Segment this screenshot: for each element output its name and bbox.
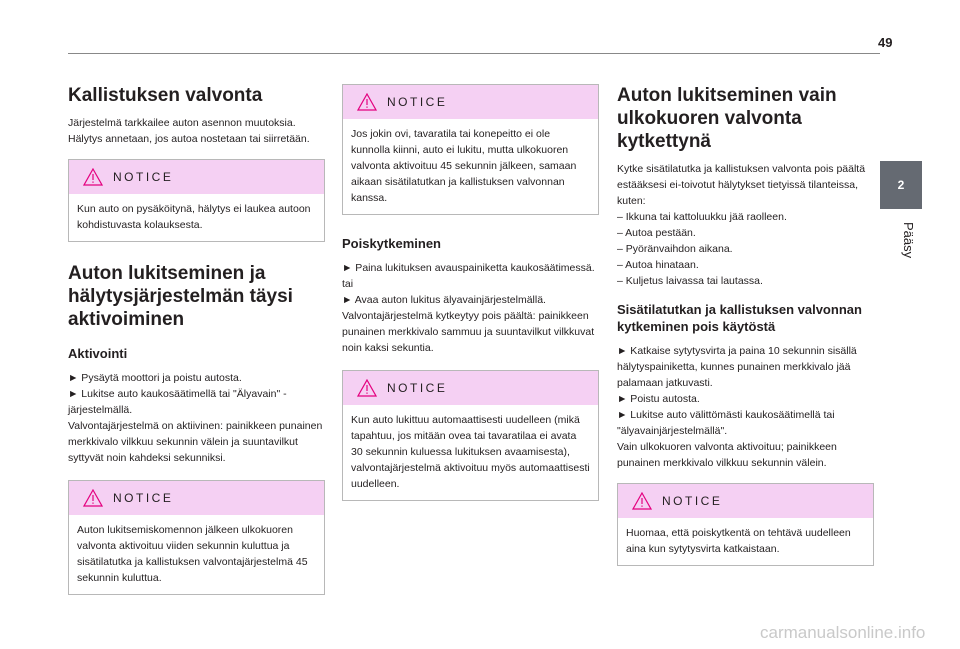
notice-title: NOTICE [387, 381, 448, 395]
notice-box [617, 483, 874, 566]
column-3 [617, 84, 874, 566]
notice-box [68, 159, 325, 242]
deactivation-steps: ► Paina lukituksen avauspainiketta kaukosäätimessä. tai ► Avaa auton lukitus älyavainjärjestelmällä. Valvontajärjestelmä kytkeytyy pois päältä: painikkeen punainen merkkivalo sammuu ja suuntavilkut vilkkuvat noin kaksi sekuntia. [342, 262, 595, 354]
notice-box [68, 480, 325, 595]
exterior-only-description: Kytke sisätilatutka ja kallistuksen valvonta pois päältä estääksesi ei-toivotut hälytykset tietyissä tilanteissa, kuten: – Ikkuna tai kattoluukku jää raolleen. – Autoa pestään. – Pyöränvaihdon aikana. – Autoa hinataan. – Kuljetus laivassa tai lautassa. [617, 163, 866, 287]
notice-title: NOTICE [113, 491, 174, 505]
column-2 [342, 84, 599, 501]
warning-triangle-icon [83, 489, 103, 507]
notice-title: NOTICE [113, 170, 174, 184]
watermark: carmanualsonline.info [760, 623, 926, 642]
page-number: 49 [878, 35, 893, 50]
subheading-activation: Aktivointi [68, 346, 128, 361]
notice-text: Kun auto on pysäköitynä, hälytys ei laukea autoon kohdistuvasta kolauksesta. [77, 203, 311, 231]
notice-title: NOTICE [662, 494, 723, 508]
notice-header [343, 371, 598, 405]
notice-header [343, 85, 598, 119]
tilt-description: Järjestelmä tarkkailee auton asennon muutoksia. Hälytys annetaan, jos autoa nostetaan tai siirretään. [68, 117, 310, 145]
disable-interior-steps: ► Katkaise sytytysvirta ja paina 10 sekunnin sisällä hälytyspainiketta, kunnes punainen merkkivalo jää palamaan jatkuvasti. ► Poistu autosta. ► Lukitse auto välittömästi kaukosäätimellä tai "älyavainjärjestelmällä". Vain ulkokuoren valvonta aktivoituu; painikkeen punainen merkkivalo vilkkuu sekunnin välein. [617, 345, 857, 469]
notice-box [342, 84, 599, 215]
notice-text: Kun auto lukittuu automaattisesti uudelleen (mikä tapahtuu, jos mitään ovea tai tavaratilaa ei avata 30 sekunnin kuluessa lukituksen avaamisesta), valvontajärjestelmä aktivoituu myös automaattisesti uudelleen. [351, 414, 590, 490]
warning-triangle-icon [357, 379, 377, 397]
notice-text: Auton lukitsemiskomennon jälkeen ulkokuoren valvonta aktivoituu viiden sekunnin kuluttua ja sisätilatutka ja kallistuksen valvontajärjestelmä 45 sekunnin kuluttua. [77, 524, 308, 584]
section-heading-exterior-only: Auton lukitseminen vain ulkokuoren valvonta kytkettynä [617, 85, 837, 152]
top-divider [68, 53, 880, 54]
chapter-label: Pääsy [901, 222, 916, 259]
subheading-deactivation: Poiskytkeminen [342, 236, 441, 251]
notice-header [618, 484, 873, 518]
chapter-tab[interactable]: 2 [880, 161, 922, 209]
notice-text: Jos jokin ovi, tavaratila tai konepeitto ei ole kunnolla kiinni, auto ei lukitu, mutta ulkokuoren valvonta aktivoituu 45 sekunnin jälkeen, samaan aikaan sisätilatutkan ja kallistuksen valvonnan kanssa. [351, 128, 577, 204]
activation-steps: ► Pysäytä moottori ja poistu autosta. ► Lukitse auto kaukosäätimellä tai "Älyavain" -järjestelmällä. Valvontajärjestelmä on aktiivinen: painikkeen punainen merkkivalo vilkkuu sekunnin välein ja suuntavilkut syttyvät noin kahdeksi sekunniksi. [68, 372, 323, 464]
warning-triangle-icon [83, 168, 103, 186]
warning-triangle-icon [632, 492, 652, 510]
subheading-disable-interior: Sisätilatutkan ja kallistuksen valvonnan kytkeminen pois käytöstä [617, 302, 862, 334]
notice-box [342, 370, 599, 501]
notice-header [69, 481, 324, 515]
notice-text: Huomaa, että poiskytkentä on tehtävä uudelleen aina kun sytytysvirta katkaistaan. [626, 527, 851, 555]
notice-header [69, 160, 324, 194]
section-heading-locking: Auton lukitseminen ja hälytysjärjestelmän täysi aktivoiminen [68, 263, 293, 330]
warning-triangle-icon [357, 93, 377, 111]
section-heading-tilt: Kallistuksen valvonta [68, 85, 263, 106]
notice-title: NOTICE [387, 95, 448, 109]
column-1 [68, 84, 325, 595]
